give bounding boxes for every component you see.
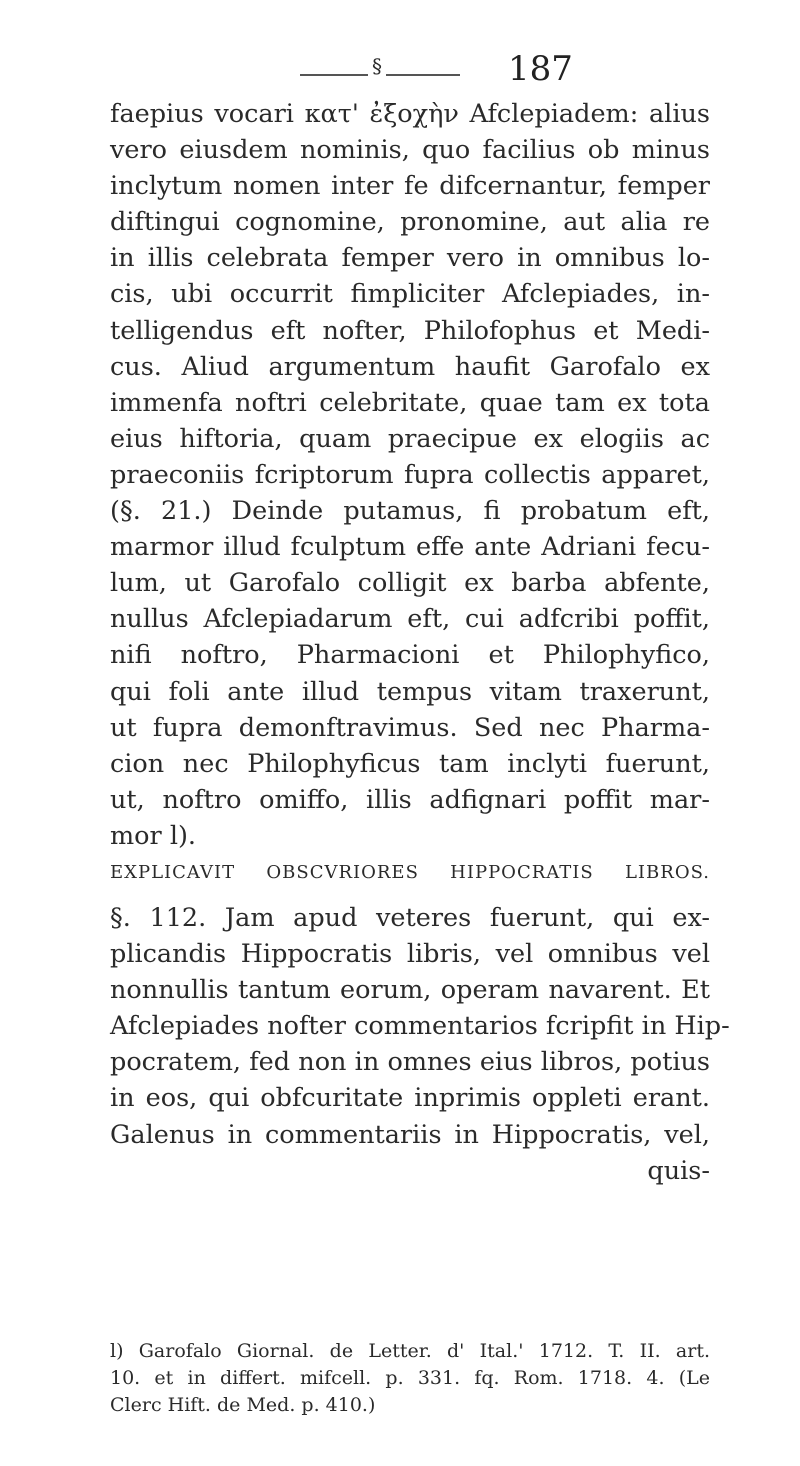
text-line: immenfa noftri celebritate, quae tam ex tota	[110, 387, 710, 418]
paragraph-1	[110, 96, 710, 854]
text-line: (§. 21.) Deinde putamus, fi probatum eft,	[110, 496, 710, 527]
text-line: cis, ubi occurrit fimpliciter Afclepiades, in-	[110, 279, 710, 310]
footnote	[110, 1338, 710, 1419]
section-heading: EXPLICAVIT OBSCVRIORES HIPPOCRATIS LIBROS.	[110, 862, 710, 883]
text-line: vero eiusdem nominis, quo facilius ob minus	[110, 135, 710, 166]
text-line: cion nec Philophyficus tam inclyti fuerunt,	[110, 748, 710, 779]
footnote-line: l) Garofalo Giornal. de Letter. d' Ital.' 1712. T. II. art.	[110, 1340, 710, 1362]
text-line: nullus Afclepiadarum eft, cui adfcribi poffit,	[110, 604, 710, 635]
paragraph-2	[110, 900, 730, 1189]
text-line: diftingui cognomine, pronomine, aut alia re	[110, 207, 710, 238]
text-line: pocratem, fed non in omnes eius libros, potius	[110, 1047, 710, 1078]
text-line: nifi noftro, Pharmacioni et Philophyfico,	[110, 640, 710, 671]
footnote-line: 10. et in differt. mifcell. p. 331. fq. Rom. 1718. 4. (Le	[110, 1367, 710, 1389]
text-line: lum, ut Garofalo colligit ex barba abfente,	[110, 568, 710, 599]
text-line: §. 112. Jam apud veteres fuerunt, qui ex-	[110, 903, 710, 933]
text-line: plicandis Hippocratis libris, vel omnibus vel	[110, 939, 710, 970]
text-line: in illis celebrata femper vero in omnibus lo-	[110, 243, 710, 274]
running-head	[300, 46, 573, 89]
text-line: praeconiis fcriptorum fupra collectis apparet,	[110, 459, 710, 490]
text-line: ut fupra demonftravimus. Sed nec Pharma-	[110, 712, 710, 743]
text-line: eius hiftoria, quam praecipue ex elogiis ac	[110, 423, 710, 454]
text-line: in eos, qui obfcuritate inprimis oppleti erant.	[110, 1083, 710, 1114]
text-line: Galenus in commentariis in Hippocratis, vel,	[110, 1119, 710, 1150]
page-number: 187	[508, 49, 573, 89]
text-line: inclytum nomen inter fe difcernantur, femper	[110, 171, 710, 202]
catchword: quis-	[647, 1155, 710, 1186]
text-line: mor l).	[110, 820, 197, 851]
text-line: Afclepiades nofter commentarios fcripfit in Hip-	[110, 1011, 730, 1042]
signature-mark: §	[368, 56, 386, 76]
text-line: ut, noftro omiffo, illis adfignari poffit mar-	[110, 784, 710, 815]
text-line: nonnullis tantum eorum, operam navarent. Et	[110, 975, 710, 1006]
text-line: marmor illud fculptum effe ante Adriani fecu-	[110, 532, 710, 563]
text-line: telligendus eft nofter, Philofophus et Medi-	[110, 315, 710, 346]
footnote-line: Clerc Hift. de Med. p. 410.)	[110, 1394, 376, 1416]
text-line: faepius vocari κατ' ἐξοχὴν Afclepiadem: alius	[110, 99, 710, 129]
text-line: qui foli ante illud tempus vitam traxerunt,	[110, 676, 710, 707]
text-line: cus. Aliud argumentum haufit Garofalo ex	[110, 351, 710, 382]
